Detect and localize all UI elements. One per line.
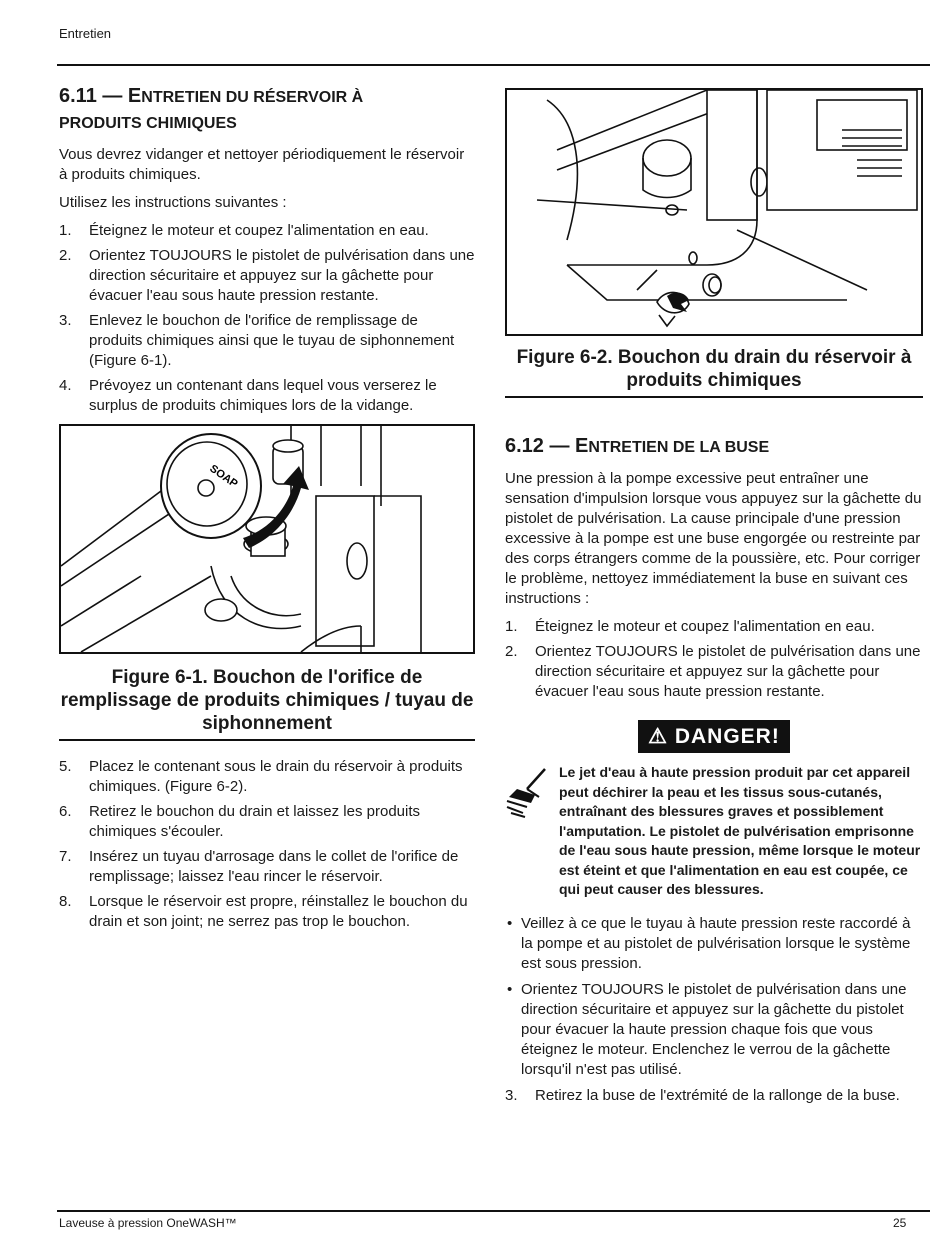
steps-list-continued <box>505 1086 923 1106</box>
list-item: • Veillez à ce que le tuyau à haute pression reste raccordé à la pompe et au pistolet de pulvérisation lorsque le système est sous pression. <box>505 914 923 974</box>
section-heading-6-12: 6.12 — ENTRETIEN DE LA BUSE <box>505 435 770 457</box>
danger-text: Le jet d'eau à haute pression produit par cet appareil peut déchirer la peau et les tissus sous-cutanés, entraînant des blessures graves et possiblement l'amputation. Le pistolet de pulvérisation emprisonne de l'eau sous haute pression, même lorsque le moteur est éteint et que l'alimentation en eau est coupée, ce qui peut causer des blessures. <box>559 764 921 897</box>
safety-bullets <box>505 914 923 1080</box>
list-item: 6. Retirez le bouchon du drain et laissez les produits chimiques s'écouler. <box>59 803 421 840</box>
list-item: 3. Retirez la buse de l'extrémité de la rallonge de la buse. <box>505 1086 900 1104</box>
list-item: 2. Orientez TOUJOURS le pistolet de pulvérisation dans une direction sécuritaire et appuyez sur la gâchette pour évacuer l'eau sous haute pression restante. <box>59 247 475 304</box>
footer-rule <box>57 1210 930 1212</box>
figure-6-2-caption: Figure 6-2. Bouchon du drain du réservoir à produits chimiques <box>505 346 923 398</box>
list-item: 8. Lorsque le réservoir est propre, réinstallez le bouchon du drain et son joint; ne serrez pas trop le bouchon. <box>59 893 468 930</box>
header-rule <box>57 64 930 66</box>
warning-triangle-icon: ⚠ <box>648 725 668 748</box>
intro-paragraph: Vous devrez vidanger et nettoyer périodiquement le réservoir à produits chimiques. <box>59 146 465 183</box>
figure-label: SOAP <box>207 462 240 491</box>
left-column <box>59 84 475 937</box>
soap-cap-illustration <box>61 426 473 652</box>
page-number: 25 <box>893 1216 907 1230</box>
footer-product: Laveuse à pression OneWASH™ <box>59 1216 237 1230</box>
right-column <box>505 88 923 1111</box>
figure-6-1-image <box>59 424 475 654</box>
figure-6-2-image <box>505 88 923 336</box>
steps-list <box>505 617 923 702</box>
list-item: • Orientez TOUJOURS le pistolet de pulvérisation dans une direction sécuritaire et appuyez sur la gâchette du pistolet pour évacuer la haute pression chaque fois que vous éteignez le moteur. Enclenchez le verrou de la gâchette lorsqu'il n'est pas utilisé. <box>505 980 923 1080</box>
list-item: 5. Placez le contenant sous le drain du réservoir à produits chimiques. (Figure 6-2). <box>59 758 463 795</box>
danger-badge: ⚠ DANGER! <box>638 720 790 753</box>
list-item: 3. Enlevez le bouchon de l'orifice de remplissage de produits chimiques ainsi que le tuyau de siphonnement (Figure 6-1). <box>59 312 455 369</box>
section-heading-6-11: 6.11 — ENTRETIEN DU RÉSERVOIR À PRODUITS CHIMIQUES <box>59 85 364 132</box>
running-header: Entretien <box>59 26 112 41</box>
list-item: 2. Orientez TOUJOURS le pistolet de pulvérisation dans une direction sécuritaire et appuyez sur la gâchette pour évacuer l'eau sous haute pression restante. <box>505 643 921 700</box>
danger-banner <box>505 720 923 753</box>
spray-injection-icon <box>505 767 549 827</box>
steps-list-a <box>59 221 475 416</box>
drain-cap-illustration <box>507 90 921 334</box>
list-item: 1. Éteignez le moteur et coupez l'alimentation en eau. <box>59 222 429 239</box>
list-item: 7. Insérez un tuyau d'arrosage dans le collet de l'orifice de remplissage; laissez l'eau rincer le réservoir. <box>59 848 459 885</box>
list-item: 4. Prévoyez un contenant dans lequel vous verserez le surplus de produits chimiques lors de la vidange. <box>59 377 437 414</box>
steps-list-b <box>59 757 475 932</box>
list-item: 1. Éteignez le moteur et coupez l'alimentation en eau. <box>505 618 875 635</box>
intro-paragraph: Une pression à la pompe excessive peut entraîner une sensation d'impulsion lorsque vous appuyez sur la gâchette du pistolet de pulvérisation. La cause principale d'une pression excessive à la pompe est une buse engorgée ou restreinte par des corps étrangers comme de la poussière, etc. Pour corriger le problème, nettoyez immédiatement la buse en suivant ces instructions : <box>505 470 922 607</box>
danger-warning <box>505 763 923 900</box>
instructions-lead: Utilisez les instructions suivantes : <box>59 194 287 211</box>
figure-6-1-caption: Figure 6-1. Bouchon de l'orifice de remplissage de produits chimiques / tuyau de siphonnement <box>59 666 475 741</box>
